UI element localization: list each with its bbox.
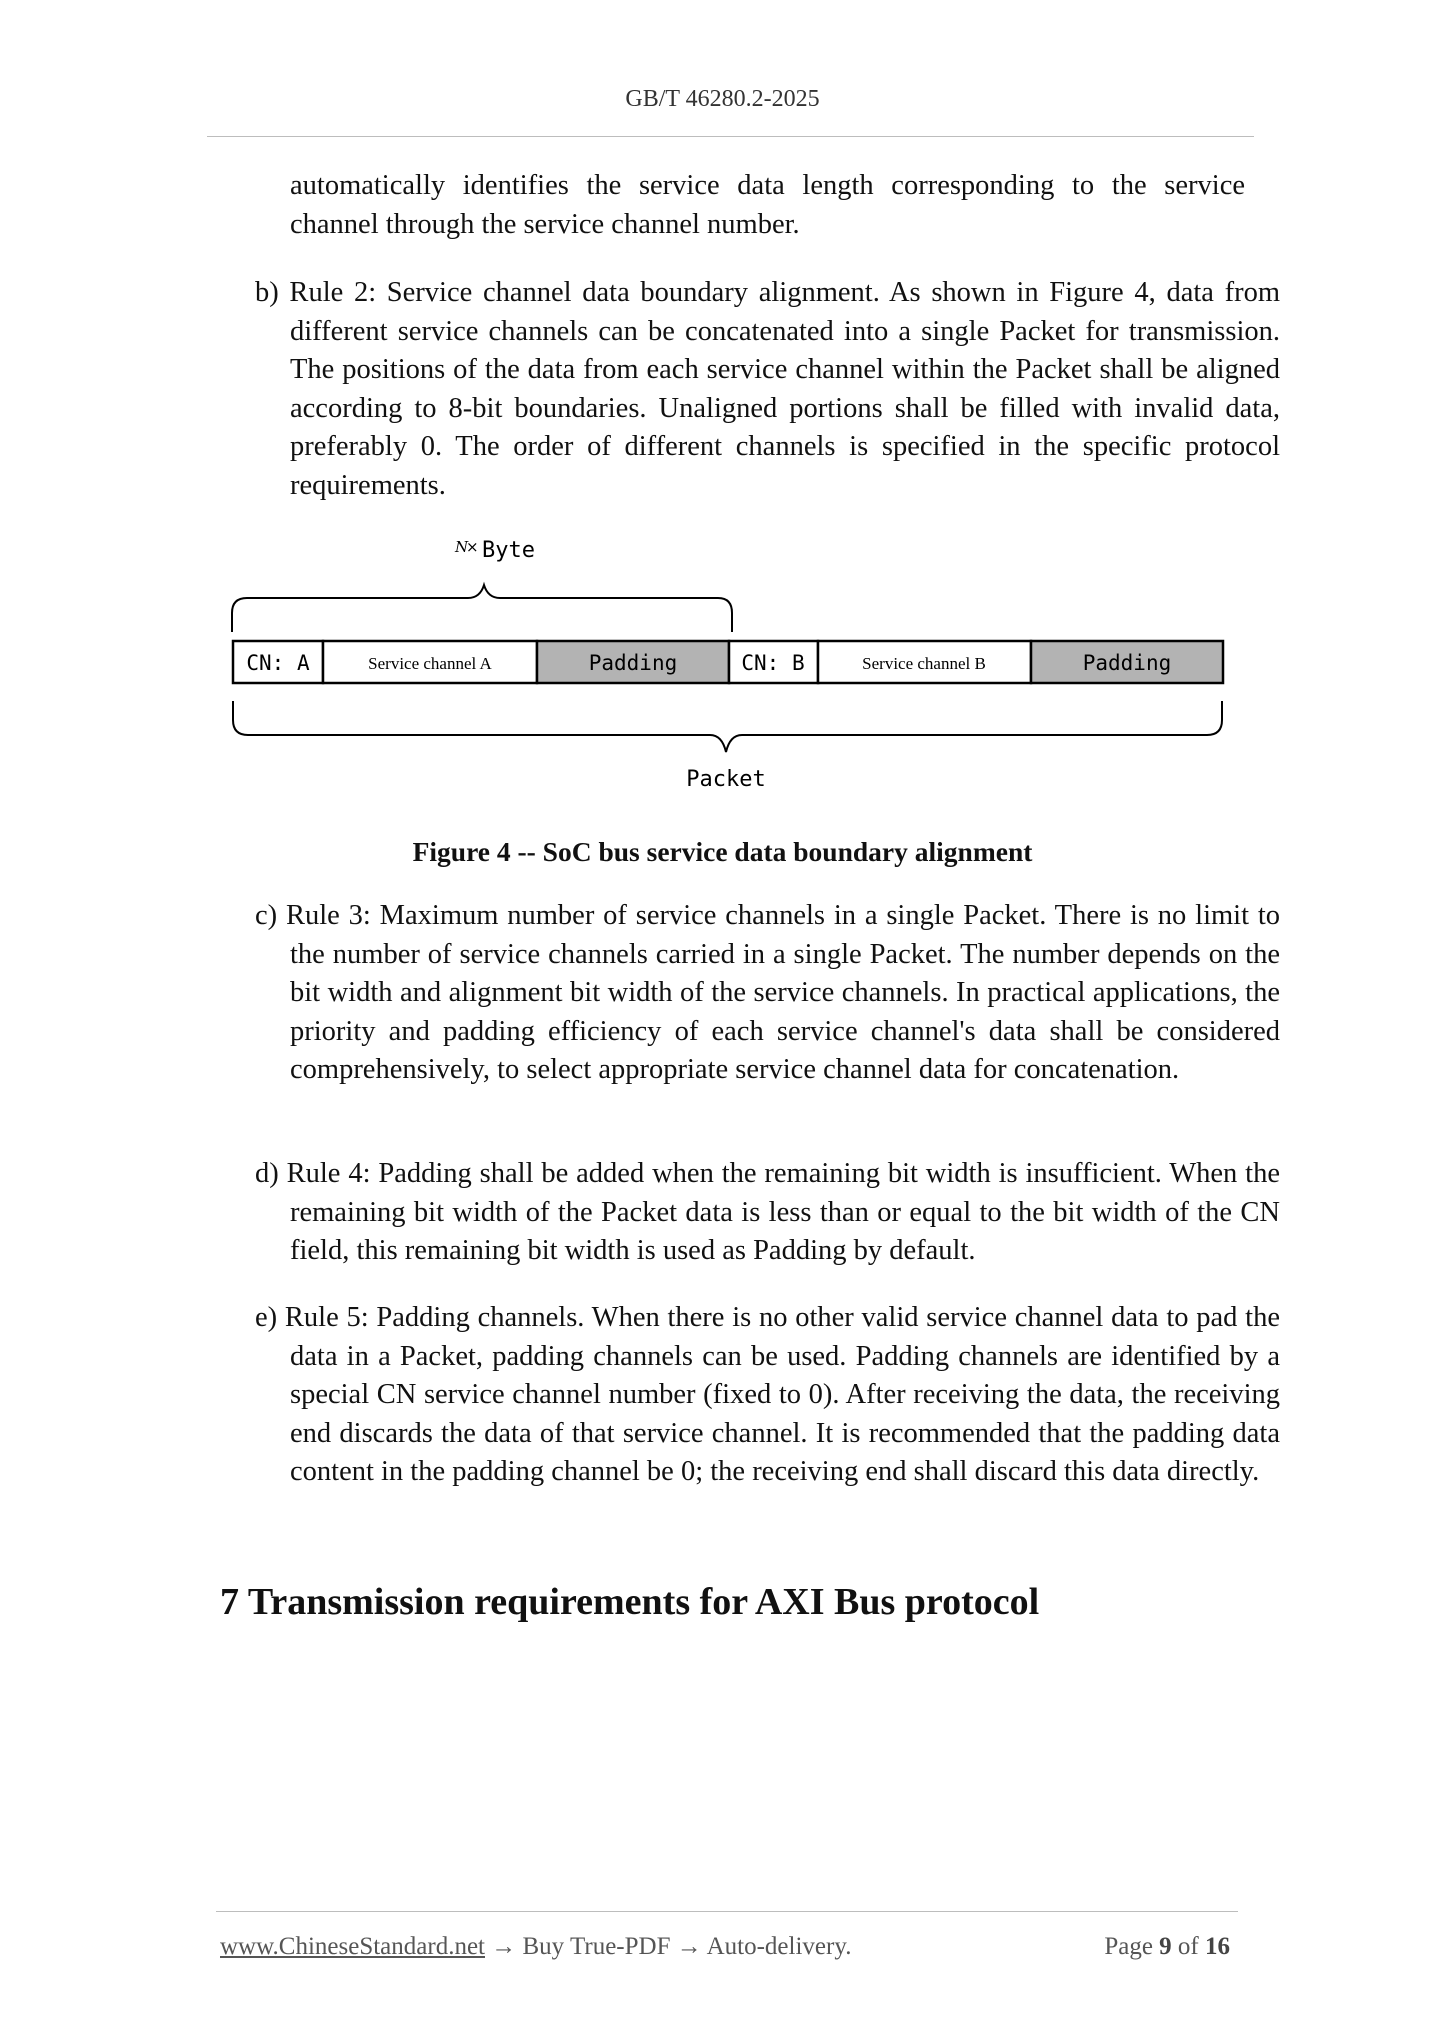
padding-2-label: Padding <box>1082 651 1172 675</box>
page-indicator <box>1104 1933 1230 1961</box>
rule-2-paragraph: b) Rule 2: Service channel data boundary alignment. As shown in Figure 4, data from different service channels can be concatenated into a single Packet for transmission. The positions of the data from each service channel within the Packet shall be aligned according to 8-bit boundaries. Unaligned portions shall be filled with invalid data, preferably 0. The order of different channels is specified in the specific protocol requirements. <box>255 277 1280 501</box>
service-b-label: Service channel B <box>862 654 986 673</box>
site-link[interactable]: www.ChineseStandard.net <box>220 1933 485 1960</box>
footer-left <box>220 1933 851 1961</box>
rule-4-paragraph: d) Rule 4: Padding shall be added when the remaining bit width is insufficient. When the remaining bit width of the Packet data is less than or equal to the bit width of the CN field, this remaining bit width is used as Padding by default. <box>255 1158 1280 1266</box>
page-word: Page <box>1104 1933 1153 1960</box>
arrow-right-icon: → <box>676 1933 702 1960</box>
section-heading: 7 Transmission requirements for AXI Bus protocol <box>220 1581 1040 1623</box>
figure-4 <box>0 530 1445 810</box>
document-header <box>0 86 1445 113</box>
padding-1-label: Padding <box>588 651 678 675</box>
doc-id: GB/T 46280.2-2025 <box>625 86 820 112</box>
page-total: 16 <box>1205 1933 1230 1960</box>
packet-label: Packet <box>686 767 766 792</box>
packet-diagram <box>0 530 1445 810</box>
rule-3-paragraph: c) Rule 3: Maximum number of service channels in a single Packet. There is no limit to the number of service channels carried in a single Packet. The number depends on the bit width and alignment bit width of the service channels. In practical applications, the priority and padding efficiency of each service channel's data shall be considered comprehensively, to select appropriate service channel data for concatenation. <box>255 900 1280 1085</box>
continuation-paragraph: automatically identifies the service data length corresponding to the service channel through the service channel number. <box>290 170 1245 240</box>
cn-b-label: CN: B <box>741 651 805 675</box>
top-brace <box>232 585 732 632</box>
delivery-text: Auto-delivery. <box>706 1933 852 1960</box>
of-word: of <box>1177 1933 1199 1960</box>
footer-divider <box>216 1911 1238 1912</box>
label-byte: Byte <box>482 538 535 563</box>
header-divider <box>207 136 1254 137</box>
service-a-label: Service channel A <box>368 654 492 673</box>
label-times: × <box>466 538 479 556</box>
cn-a-label: CN: A <box>246 651 310 675</box>
rule-5-paragraph: e) Rule 5: Padding channels. When there is no other valid service channel data to pad the data in a Packet, padding channels can be used. Padding channels are identified by a special CN service channel number (fixed to 0). After receiving the data, the receiving end discards the data of that service channel. It is recommended that the padding data content in the padding channel be 0; the receiving end shall discard this data directly. <box>255 1302 1280 1487</box>
bottom-brace <box>233 701 1222 752</box>
label-n: N <box>455 538 469 556</box>
buy-text: Buy True-PDF <box>522 1933 671 1960</box>
arrow-right-icon: → <box>491 1933 517 1960</box>
figure-caption: Figure 4 -- SoC bus service data boundary alignment <box>412 836 1033 867</box>
page-number: 9 <box>1159 1933 1172 1960</box>
